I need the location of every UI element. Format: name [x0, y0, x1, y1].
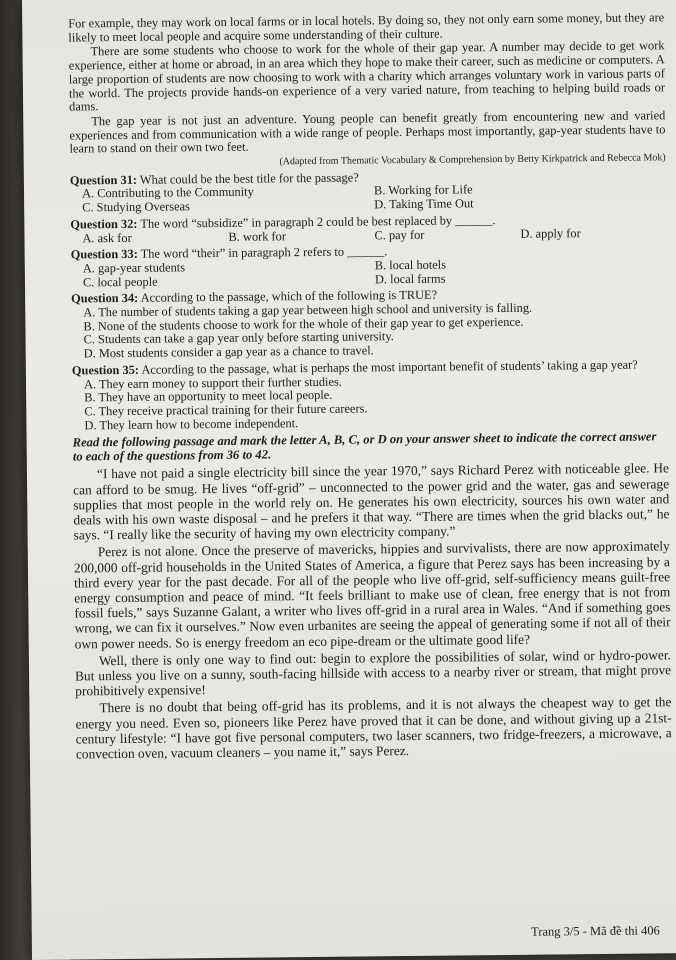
passage2-paragraph-2: Perez is not alone. Once the preserve of mavericks, hippies and survivalists, there are now approximately 200,000 off-grid households in the United States of America, a figure that Perez says has been increasing by a third every year for the past decade. For all of the people who live off-grid, self-sufficiency means guilt-free energy consumption and peace of mind. “It feels brilliant to make use of clean, free energy that is not from fossil fuels,” says Suzanne Galant, a writer who lives off-grid in a rural area in Wales. “And if something goes wrong, we can fix it ourselves.” Now even urbanites are seeing the appeal of generating some if not all of their own power needs. So is energy freedom an eco pipe-dream or the ultimate good life?	[73, 538, 671, 652]
passage-paragraph-intro-2: There are some students who choose to work for the whole of their gap year. A number may decide to get work experience, either at home or abroad, in an area which they hope to make their career, such as medicine or computers. A large proportion of students are now choosing to work with a charity which arranges voluntary work in various parts of the world. The projects provide hands-on experience of a very varied nature, from teaching to helping build roads or dams.	[68, 38, 666, 114]
option-31-c[interactable]: C. Studying Overseas	[82, 199, 190, 215]
passage2-paragraph-3: Well, there is only one way to find out: begin to explore the possibilities of solar, wind or hydro-power. But unless you live on a sunny, south-facing hillside with access to a nearby river or stream, that might prove prohibitively expensive!	[75, 647, 672, 699]
question-34-label: Question 34:	[71, 291, 139, 306]
question-35-label: Question 35:	[71, 362, 140, 378]
option-34-c[interactable]: C. Students can take a gap year only before starting university.	[83, 329, 394, 347]
passage-paragraph-intro-3: The gap year is not just an adventure. Young people can benefit greatly from encountering new and varied experiences and from communication with a wide range of people. Perhaps most importantly, gap-year students have to learn to stand on their own two feet.	[69, 108, 666, 156]
question-34-text: According to the passage, which of the following is TRUE?	[140, 288, 438, 306]
option-33-b[interactable]: B. local hotels	[374, 257, 447, 273]
option-35-a[interactable]: A. They earn money to support their further studies.	[83, 374, 342, 391]
option-32-a[interactable]: A. ask for	[82, 230, 132, 245]
question-33-options	[71, 256, 667, 290]
option-31-d[interactable]: D. Taking Time Out	[374, 196, 474, 212]
option-35-d[interactable]: D. They learn how to become independent.	[84, 415, 299, 433]
question-32-label: Question 32:	[70, 216, 138, 232]
option-33-a[interactable]: A. gap-year students	[82, 260, 186, 276]
page-footer: Trang 3/5 - Mã đề thi 406	[531, 923, 660, 939]
option-34-b[interactable]: B. None of the students choose to work for the whole of their gap year to get experience.	[83, 314, 524, 334]
option-32-c[interactable]: C. pay for	[374, 227, 425, 242]
option-34-d[interactable]: D. Most students consider a gap year as a chance to travel.	[83, 343, 374, 361]
question-31-options	[70, 182, 666, 216]
passage2-paragraph-4: There is no doubt that being off-grid has its problems, and it is not always the cheapest way to get the energy you need. Even so, pioneers like Perez have proved that it can be done, and without giving up a 21st-century lifestyle: “I have got five personal computers, two laser scanners, two fridge-freezers, a microwave, a convection oven, vacuum cleaners – you name it,” says Perez.	[75, 694, 672, 762]
question-31-text: What could be the best title for the passage?	[139, 170, 359, 187]
option-32-b[interactable]: B. work for	[228, 228, 287, 244]
question-33-label: Question 33:	[70, 247, 138, 262]
passage-paragraph-intro-1: For example, they may work on local farms or in local hotels. By doing so, they not only earn some money, but they are likely to meet local people and acquire some understanding of their culture.	[68, 10, 665, 45]
passage2-paragraph-1: “I have not paid a single electricity bill since the year 1970,” says Richard Perez with noticeable glee. He can afford to be smug. He lives “off-grid” – unconnected to the power grid and the water, gas and sewerage supplies that most people in the world rely on. He generates his own electricity, sources his own water and deals with his own waste disposal – and he prefers it that way. “There are times when the grid blacks out,” he says. “I really like the security of having my own electricity company.”	[73, 460, 670, 543]
option-33-c[interactable]: C. local people	[82, 274, 158, 290]
option-33-d[interactable]: D. local farms	[374, 271, 446, 286]
exam-page	[22, 0, 676, 960]
option-34-a[interactable]: A. The number of students taking a gap year between high school and university is falling.	[83, 300, 533, 320]
question-35-options	[72, 372, 669, 433]
option-35-b[interactable]: B. They have an opportunity to meet local people.	[84, 388, 333, 405]
option-35-c[interactable]: C. They receive practical training for their future careers.	[84, 401, 368, 419]
question-33-text: The word “their” in paragraph 2 refers to ______.	[140, 244, 388, 262]
option-31-b[interactable]: B. Working for Life	[373, 182, 473, 198]
passage-source: (Adapted from Thematic Vocabulary & Comprehension by Betty Kirkpatrick and Rebecca Mok)	[279, 152, 666, 168]
option-31-a[interactable]: A. Contributing to the Community	[81, 185, 254, 201]
section-instruction: Read the following passage and mark the letter A, B, C, or D on your answer sheet to indicate the correct answer to each of the questions from 36 to 42.	[72, 429, 657, 464]
question-32-text: The word “subsidize” in paragraph 2 could be best replaced by ______.	[140, 212, 496, 231]
question-35-text: According to the passage, what is perhaps the most important benefit of students’ taking a gap year?	[141, 357, 638, 377]
question-34-options	[71, 300, 668, 361]
page-content	[68, 11, 672, 763]
question-31-label: Question 31:	[69, 172, 138, 188]
option-32-d[interactable]: D. apply for	[520, 225, 581, 241]
